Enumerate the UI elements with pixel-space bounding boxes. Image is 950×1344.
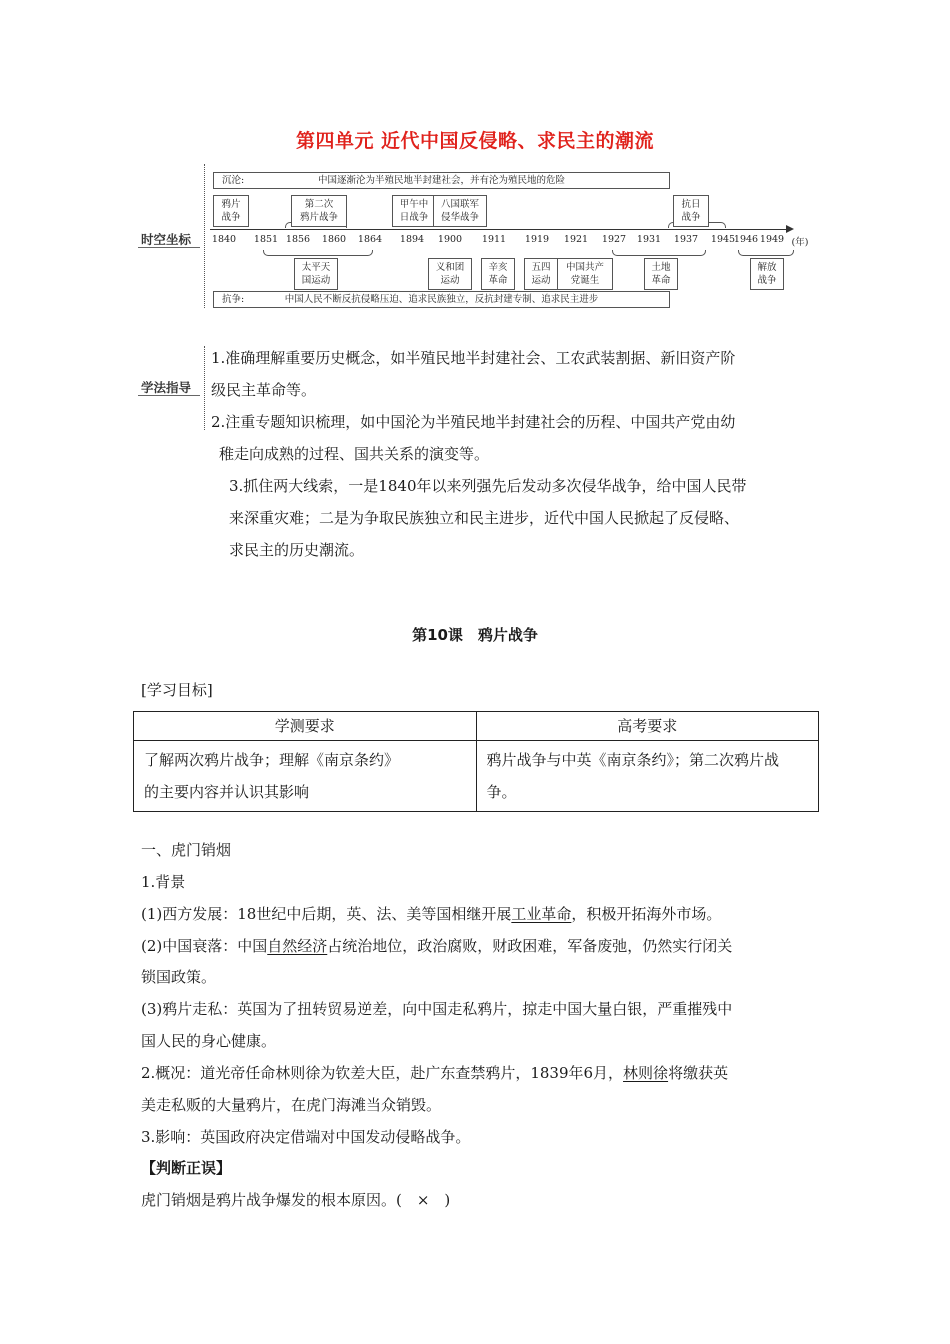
event-eight-nation-alliance [433,195,487,227]
bottom-band [213,291,670,308]
event-line: 第二次 [304,199,334,210]
event-line: 革命 [651,275,671,286]
year-label: 1946 [733,234,759,245]
year-label: 1860 [321,234,347,245]
goals-body-row [134,741,819,812]
goals-header-xuece: 学测要求 [134,712,477,741]
timeline-axis-arrow-icon [786,225,794,233]
study-guide-item-1-line-2: 级民主革命等。 [211,381,317,399]
year-label: 1931 [636,234,662,245]
event-anti-japanese-war [673,195,709,227]
event-line: 八国联军 [440,199,479,210]
event-line: 国运动 [301,275,331,286]
bracket-taiping [263,250,373,256]
goals-cell-xuece [134,741,477,812]
paragraph-impact: 3.影响：英国政府决定借端对中国发动侵略战争。 [141,1128,471,1146]
study-guide-label: 学法指导 [141,380,192,395]
paragraph-west [141,904,821,924]
goals-cell-line: 了解两次鸦片战争；理解《南京条约》 [144,751,400,769]
event-opium-war [213,195,249,227]
event-line: 运动 [440,275,460,286]
event-second-opium-war [291,195,347,227]
unit-title: 第四单元 近代中国反侵略、求民主的潮流 [295,130,655,152]
bottom-band-tag: 抗争: [222,294,245,305]
study-guide-dotted-rule [204,346,205,430]
timeline-axis [210,229,790,230]
text-run: (1)西方发展：18世纪中后期，英、法、美等国相继开展 [141,905,512,923]
event-line: 运动 [531,275,551,286]
event-may-fourth-movement [524,258,558,290]
year-label: 1856 [285,234,311,245]
underlined-term: 自然经济 [267,937,328,955]
event-line: 战争 [757,275,777,286]
underlined-term: 林则徐 [623,1064,669,1082]
event-sino-japanese-war [392,195,436,227]
section-heading: 一、虎门销烟 [141,841,232,859]
study-guide-label-underline [138,395,200,396]
paragraph-opium-smuggling-cont: 国人民的身心健康。 [141,1032,277,1050]
top-band-tag: 沉沦: [222,175,245,186]
event-line: 鸦片战争 [299,212,338,223]
event-line: 解放 [757,262,777,273]
text-run: 占统治地位，政治腐败，财政困难，军备废弛，仍然实行闭关 [327,937,733,955]
event-line: 革命 [488,275,508,286]
goals-cell-gaokao [476,741,819,812]
event-line: 战争 [681,212,701,223]
year-label: 1900 [437,234,463,245]
goals-table [133,711,819,812]
study-guide-item-1-line-1: 1.准确理解重要历史概念，如半殖民地半封建社会、工农武装割据、新旧资产阶 [211,349,736,367]
event-line: 五四 [531,262,551,273]
goals-cell-line: 争。 [486,783,517,801]
timeline-label: 时空坐标 [141,232,192,247]
year-label: 1864 [357,234,383,245]
event-line: 战争 [221,212,241,223]
paragraph-china-decline-cont: 锁国政策。 [141,968,217,986]
event-line: 土地 [651,262,671,273]
goals-cell-line: 的主要内容并认识其影响 [144,783,310,801]
paragraph-overview-cont: 美走私贩的大量鸦片，在虎门海滩当众销毁。 [141,1096,442,1114]
event-line: 义和团 [435,262,465,273]
text-run: 2.概况：道光帝任命林则徐为钦差大臣，赴广东查禁鸦片，1839年6月， [141,1064,624,1082]
year-label: 1840 [211,234,237,245]
text-run: (2)中国衰落：中国 [141,937,268,955]
year-label: 1919 [524,234,550,245]
judge-label: 【判断正误】 [141,1159,232,1177]
event-line: 党诞生 [570,275,600,286]
event-line: 日战争 [399,212,429,223]
event-liberation-war [750,258,784,290]
year-label: 1949 [759,234,785,245]
goals-cell-line: 鸦片战争与中英《南京条约》；第二次鸦片战 [486,751,780,769]
event-line: 太平天 [301,262,331,273]
top-band [213,172,670,189]
year-label: 1921 [563,234,589,245]
event-land-revolution [644,258,678,290]
study-guide-item-3-line-2: 来深重灾难；二是为争取民族独立和民主进步，近代中国人民掀起了反侵略、 [229,509,740,527]
goals-header-row [134,712,819,741]
text-run: 将缴获英 [668,1064,729,1082]
event-ccp-founding [557,258,613,290]
lesson-title: 第10课 鸦片战争 [412,626,538,644]
event-boxer-movement [428,258,472,290]
year-label: 1851 [253,234,279,245]
event-xinhai-revolution [481,258,515,290]
judge-statement: 虎门销烟是鸦片战争爆发的根本原因。( × ) [141,1191,451,1209]
top-band-text: 中国逐渐沦为半殖民地半封建社会，并有沦为殖民地的危险 [317,175,565,186]
background-heading: 1.背景 [141,873,186,891]
paragraph-opium-smuggling: (3)鸦片走私：英国为了扭转贸易逆差，向中国走私鸦片，掠走中国大量白银，严重摧残中 [141,1000,733,1018]
year-label: 1945 [710,234,736,245]
event-line: 抗日 [681,199,701,210]
bottom-band-text: 中国人民不断反抗侵略压迫、追求民族独立，反抗封建专制、追求民主进步 [284,294,599,305]
paragraph-china-decline [141,936,821,956]
bracket-liberation-war [738,250,794,256]
bracket-land-revolution [612,250,706,256]
year-label: 1937 [673,234,699,245]
event-line: 侵华战争 [440,212,479,223]
goals-header-gaokao: 高考要求 [476,712,819,741]
study-guide-item-3-line-1: 3.抓住两大线索，一是1840年以来列强先后发动多次侵华战争，给中国人民带 [229,477,747,495]
goals-label: [学习目标] [141,681,213,699]
underlined-term: 工业革命 [511,905,572,923]
year-label: 1927 [601,234,627,245]
study-guide-item-2-line-2: 稚走向成熟的过程、国共关系的演变等。 [219,445,490,463]
study-guide-item-3-line-3: 求民主的历史潮流。 [229,541,365,559]
timeline-label-underline [138,247,200,248]
event-line: 中国共产 [565,262,604,273]
year-unit: (年) [791,237,809,248]
year-label: 1894 [399,234,425,245]
year-label: 1911 [481,234,507,245]
event-taiping-movement [294,258,338,290]
event-line: 甲午中 [399,199,429,210]
text-run: ，积极开拓海外市场。 [571,905,722,923]
event-line: 鸦片 [221,199,241,210]
event-line: 辛亥 [488,262,508,273]
timeline-left-dotted-rule [204,164,205,308]
paragraph-overview [141,1063,821,1083]
study-guide-item-2-line-1: 2.注重专题知识梳理，如中国沦为半殖民地半封建社会的历程、中国共产党由幼 [211,413,736,431]
